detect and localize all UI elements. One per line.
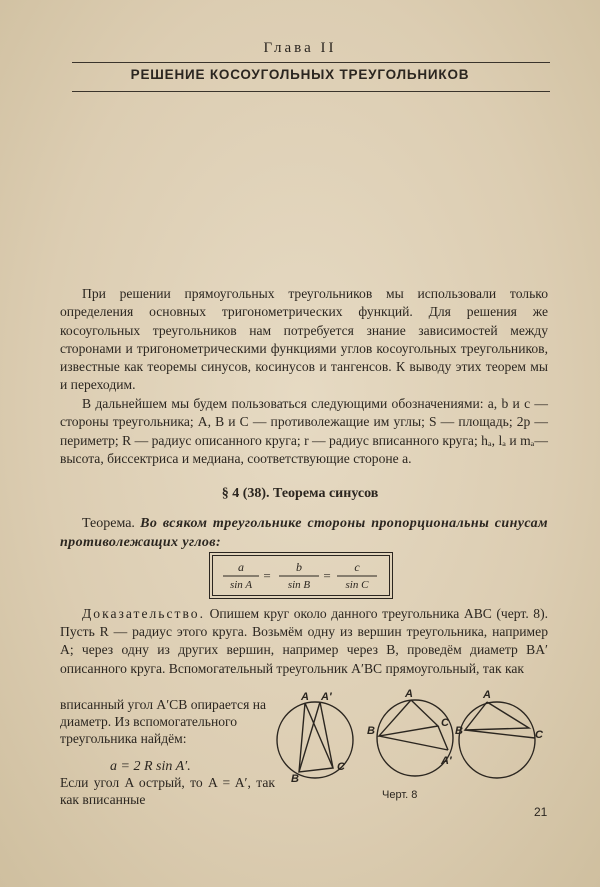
diameter-3 xyxy=(465,730,535,738)
proof-tail-text: Если угол A острый, то A = A′, так как вписанные xyxy=(60,775,275,807)
figure-caption: Черт. 8 xyxy=(382,789,418,801)
sine-law-formula xyxy=(212,555,390,596)
label-B: B xyxy=(291,773,299,785)
proof-text: Опишем круг около данного треугольника ABC (черт. 8). Пусть R — радиус этого круга. Возьмём одну из вершин треугольника, например A; через одну из других вершин, например через B, проведём диаметр BA′ описанного круга. Вспомогательный треугольник A′BC прямоугольный, так как xyxy=(60,606,548,676)
page-number: 21 xyxy=(534,805,548,819)
diameter-2 xyxy=(379,736,448,750)
label-B: B xyxy=(455,725,463,737)
label-A: A xyxy=(301,691,309,703)
triangle-3 xyxy=(465,702,529,730)
equals-sign: = xyxy=(263,568,271,583)
formula-num-c: c xyxy=(354,560,360,574)
label-A: A xyxy=(405,688,413,700)
label-C: C xyxy=(441,717,449,729)
proof-label: Доказательство. xyxy=(82,606,206,621)
formula-den-b: sin B xyxy=(287,579,311,591)
label-C: C xyxy=(337,761,345,773)
theorem-statement: Во всяком треугольнике стороны пропорциональны синусам противолежащих углов: xyxy=(60,516,549,550)
intro-paragraph xyxy=(60,285,548,395)
segment-2 xyxy=(438,726,448,750)
heading-rule xyxy=(72,91,550,92)
equals-sign: = xyxy=(323,568,331,583)
label-A: A xyxy=(483,689,491,701)
segment-1 xyxy=(320,702,333,768)
label-A-prime: A′ xyxy=(321,691,332,703)
proof-paragraph xyxy=(60,605,548,678)
circle-3 xyxy=(459,702,535,778)
figure-8 xyxy=(275,688,555,788)
formula-den-c: sin C xyxy=(345,579,369,591)
formula-svg xyxy=(213,556,389,595)
notation-text: В дальнейшем мы будем пользоваться следующими обозначениями: a, b и c — стороны треугольника; A, B и C — противолежащие им углы; S — площадь; 2p — периметр; R — радиус описанного круга; r — радиус вписанного круга; hₐ, lₐ и mₐ—высота, биссектриса и медиана, соответствующие стороне a. xyxy=(60,396,548,466)
theorem xyxy=(60,514,548,552)
theorem-label: Теорема. xyxy=(82,516,135,531)
chapter-title: Глава II xyxy=(263,40,337,56)
chapter-heading: РЕШЕНИЕ КОСОУГОЛЬНЫХ ТРЕУГОЛЬНИКОВ xyxy=(130,67,470,82)
label-A-prime: A′ xyxy=(441,755,452,767)
notation-paragraph xyxy=(60,395,548,468)
section-title: § 4 (38). Теорема синусов xyxy=(221,486,379,501)
proof-equation: a = 2 R sin A′. xyxy=(110,759,191,774)
formula-num-a: a xyxy=(238,560,244,574)
triangle-2 xyxy=(379,700,438,736)
formula-num-b: b xyxy=(296,560,302,574)
intro-text: При решении прямоугольных треугольников мы использовали только определения основных тригонометрических функций. Для решения же косоугольных треугольников нам потребуется знание зависимостей между сторонами и тригонометрическими функциями углов косоугольных треугольников, известные как теоремы синусов, косинусов и тангенсов. К выводу этих теорем мы и переходим. xyxy=(60,286,548,393)
top-rule xyxy=(72,62,550,63)
label-B: B xyxy=(367,725,375,737)
formula-den-a: sin A xyxy=(229,579,253,591)
proof-side-text: вписанный угол A′CB опирается на диаметр. Из вспомогательного треугольника найдём: xyxy=(60,697,267,746)
label-C: C xyxy=(535,729,543,741)
